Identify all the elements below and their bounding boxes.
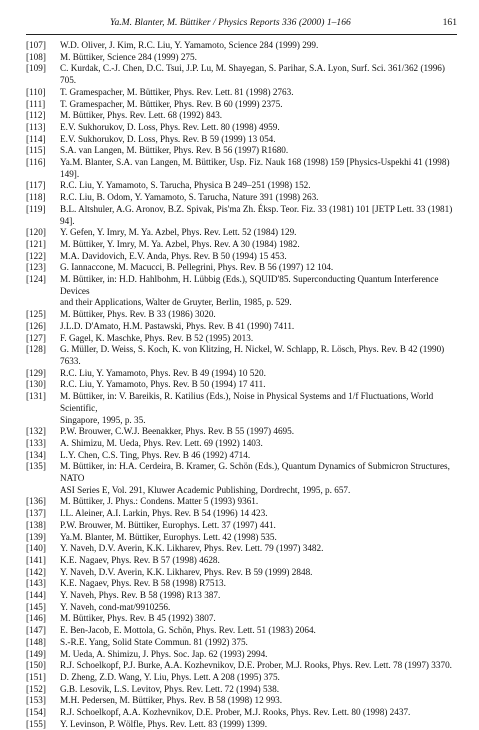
reference-item	[26, 321, 457, 333]
reference-item	[26, 52, 457, 64]
reference-text: M. Büttiker, in: H.D. Hahlbohm, H. Lübbig (Eds.), SQUID'85. Superconducting Quantum Interference Devices and their Applications, Walter de Gruyter, Berlin, 1985, p. 529.	[60, 274, 439, 308]
reference-text: R.C. Liu, B. Odom, Y. Yamamoto, S. Tarucha, Nature 391 (1998) 263.	[60, 192, 319, 203]
reference-item	[26, 461, 457, 496]
reference-text: M. Büttiker, Phys. Rev. Lett. 68 (1992) 843.	[60, 110, 223, 121]
reference-text: G.B. Lesovik, L.S. Levitov, Phys. Rev. Lett. 72 (1994) 538.	[60, 683, 280, 694]
reference-text: Ya.M. Blanter, S.A. van Langen, M. Büttiker, Usp. Fiz. Nauk 168 (1998) 159 [Physics-Uspekhi 41 (1998) 149].	[60, 157, 450, 179]
reference-number: [148]	[26, 636, 46, 647]
reference-number: [117]	[26, 180, 46, 191]
reference-text: B.L. Altshuler, A.G. Aronov, B.Z. Spivak, Pis'ma Zh. Éksp. Teor. Fiz. 33 (1981) 101 [JETP Lett. 33 (1981) 94].	[60, 203, 453, 226]
reference-text: E.V. Sukhorukov, D. Loss, Phys. Rev. B 59 (1999) 13 054.	[60, 133, 276, 144]
reference-number: [110]	[26, 86, 46, 97]
reference-item	[26, 344, 457, 367]
reference-number: [124]	[26, 274, 46, 285]
header-rule	[26, 34, 457, 35]
reference-number: [144]	[26, 590, 46, 601]
reference-text: M. Büttiker, J. Phys.: Condens. Matter 5 (1993) 9361.	[60, 496, 259, 507]
reference-item	[26, 672, 457, 684]
reference-number: [125]	[26, 309, 46, 320]
reference-text: M. Büttiker, Phys. Rev. B 45 (1992) 3807.	[60, 613, 216, 624]
reference-item	[26, 438, 457, 450]
reference-item	[26, 99, 457, 111]
reference-text: K.E. Nagaev, Phys. Rev. B 57 (1998) 4628.	[60, 554, 220, 565]
reference-number: [147]	[26, 625, 46, 636]
reference-item	[26, 63, 457, 86]
reference-item	[26, 145, 457, 157]
reference-text: I.L. Aleiner, A.I. Larkin, Phys. Rev. B 54 (1996) 14 423.	[60, 508, 268, 519]
reference-item	[26, 637, 457, 649]
reference-number: [123]	[26, 262, 46, 273]
reference-number: [107]	[26, 40, 46, 50]
reference-text: Y. Levinson, P. Wölfle, Phys. Rev. Lett. 83 (1999) 1399.	[60, 718, 268, 729]
reference-item	[26, 262, 457, 274]
reference-number: [155]	[26, 718, 46, 729]
reference-item	[26, 368, 457, 380]
reference-list	[26, 40, 457, 730]
reference-item	[26, 520, 457, 532]
reference-number: [146]	[26, 613, 46, 624]
page-number: 161	[442, 17, 457, 28]
reference-item	[26, 274, 457, 309]
reference-number: [151]	[26, 671, 46, 682]
reference-item	[26, 649, 457, 661]
reference-text: T. Gramespacher, M. Büttiker, Phys. Rev. Lett. 81 (1998) 2763.	[60, 86, 294, 97]
reference-text: K.E. Nagaev, Phys. Rev. B 58 (1998) R7513.	[60, 578, 226, 589]
reference-item	[26, 122, 457, 134]
reference-text: M.H. Pedersen, M. Büttiker, Phys. Rev. B 58 (1998) 12 993.	[60, 695, 283, 706]
reference-number: [136]	[26, 496, 46, 507]
reference-text: Y. Naveh, D.V. Averin, K.K. Likharev, Phys. Rev. Lett. 79 (1997) 3482.	[60, 543, 324, 554]
reference-text: E.V. Sukhorukov, D. Loss, Phys. Rev. Lett. 80 (1998) 4959.	[60, 121, 280, 132]
reference-number: [119]	[26, 203, 46, 214]
reference-text: R.J. Schoelkopf, P.J. Burke, A.A. Kozhevnikov, D.E. Prober, M.J. Rooks, Phys. Rev. Lett. 78 (1997) 3370.	[60, 660, 452, 671]
reference-number: [121]	[26, 238, 46, 249]
reference-item	[26, 134, 457, 146]
reference-number: [108]	[26, 51, 46, 62]
reference-text: R.C. Liu, Y. Yamamoto, S. Tarucha, Physica B 249–251 (1998) 152.	[60, 180, 311, 191]
reference-number: [122]	[26, 250, 46, 261]
reference-text: J.L.D. D'Amato, H.M. Pastawski, Phys. Rev. B 41 (1990) 7411.	[60, 320, 295, 331]
reference-number: [109]	[26, 63, 46, 74]
reference-text: M. Ueda, A. Shimizu, J. Phys. Soc. Jap. 62 (1993) 2994.	[60, 648, 268, 659]
reference-text: A. Shimizu, M. Ueda, Phys. Rev. Lett. 69 (1992) 1403.	[60, 437, 263, 448]
reference-number: [153]	[26, 695, 46, 706]
reference-number: [152]	[26, 683, 46, 694]
reference-text: C. Kurdak, C.-J. Chen, D.C. Tsui, J.P. Lu, M. Shayegan, S. Parihar, S.A. Lyon, Surf. Sci. 361/362 (1996) 705.	[60, 63, 445, 86]
reference-text: S.-R.E. Yang, Solid State Commun. 81 (1992) 375.	[60, 636, 248, 647]
reference-item	[26, 450, 457, 462]
reference-number: [115]	[26, 145, 46, 156]
reference-item	[26, 578, 457, 590]
reference-text: M. Büttiker, in: H.A. Cerdeira, B. Kramer, G. Schön (Eds.), Quantum Dynamics of Submicron Structures, NATO ASI Series E, Vol. 291, Kluwer Academic Publishing, Dordrecht, 1995, p. 657.	[60, 461, 450, 495]
reference-number: [126]	[26, 320, 46, 331]
reference-item	[26, 180, 457, 192]
reference-number: [132]	[26, 426, 46, 437]
reference-number: [140]	[26, 543, 46, 554]
reference-item	[26, 613, 457, 625]
reference-number: [137]	[26, 508, 46, 519]
reference-item	[26, 532, 457, 544]
reference-text: M. Büttiker, Science 284 (1999) 275.	[60, 51, 197, 62]
reference-text: S.A. van Langen, M. Büttiker, Phys. Rev. B 56 (1997) R1680.	[60, 145, 289, 156]
reference-number: [133]	[26, 437, 46, 448]
reference-item	[26, 719, 457, 730]
reference-item	[26, 684, 457, 696]
reference-number: [139]	[26, 531, 46, 542]
reference-text: M. Büttiker, Y. Imry, M. Ya. Azbel, Phys. Rev. A 30 (1984) 1982.	[60, 238, 300, 249]
reference-item	[26, 192, 457, 204]
reference-number: [135]	[26, 461, 46, 472]
reference-item	[26, 625, 457, 637]
reference-number: [127]	[26, 332, 46, 343]
reference-text: Ya.M. Blanter, M. Büttiker, Europhys. Lett. 42 (1998) 535.	[60, 531, 277, 542]
reference-text: F. Gagel, K. Maschke, Phys. Rev. B 52 (1995) 2013.	[60, 332, 254, 343]
reference-text: E. Ben-Jacob, E. Mottola, G. Schön, Phys. Rev. Lett. 51 (1983) 2064.	[60, 625, 316, 636]
reference-item	[26, 239, 457, 251]
reference-item	[26, 660, 457, 672]
reference-item	[26, 543, 457, 555]
reference-number: [130]	[26, 379, 46, 390]
reference-text: L.Y. Chen, C.S. Ting, Phys. Rev. B 46 (1992) 4714.	[60, 449, 251, 460]
reference-text: M. Büttiker, in: V. Bareikis, R. Katilius (Eds.), Noise in Physical Systems and 1/f Fluctuations, World Scientific, Singapore, 1995, p. 35.	[60, 391, 434, 425]
reference-text: Y. Gefen, Y. Imry, M. Ya. Azbel, Phys. Rev. Lett. 52 (1984) 129.	[60, 227, 297, 238]
reference-number: [154]	[26, 707, 46, 718]
reference-text: R.C. Liu, Y. Yamamoto, Phys. Rev. B 49 (1994) 10 520.	[60, 367, 266, 378]
reference-text: M.A. Davidovich, E.V. Anda, Phys. Rev. B 50 (1994) 15 453.	[60, 250, 287, 261]
reference-number: [138]	[26, 519, 46, 530]
reference-item	[26, 87, 457, 99]
reference-item	[26, 555, 457, 567]
reference-item	[26, 227, 457, 239]
reference-text: M. Büttiker, Phys. Rev. B 33 (1986) 3020.	[60, 309, 216, 320]
reference-item	[26, 590, 457, 602]
reference-text: P.W. Brouwer, C.W.J. Beenakker, Phys. Rev. B 55 (1997) 4695.	[60, 426, 295, 437]
reference-item	[26, 496, 457, 508]
reference-text: R.J. Schoelkopf, A.A. Kozhevnikov, D.E. Prober, M.J. Rooks, Phys. Rev. Lett. 80 (1998) 2437.	[60, 707, 411, 718]
reference-item	[26, 602, 457, 614]
reference-number: [128]	[26, 344, 46, 355]
running-head	[26, 17, 457, 29]
reference-number: [111]	[26, 98, 46, 109]
reference-item	[26, 508, 457, 520]
reference-number: [114]	[26, 133, 46, 144]
reference-number: [120]	[26, 227, 46, 238]
reference-item	[26, 40, 457, 52]
reference-text: R.C. Liu, Y. Yamamoto, Phys. Rev. B 50 (1994) 17 411.	[60, 379, 266, 390]
reference-number: [149]	[26, 648, 46, 659]
reference-item	[26, 707, 457, 719]
reference-item	[26, 379, 457, 391]
reference-number: [134]	[26, 449, 46, 460]
reference-item	[26, 157, 457, 180]
reference-item	[26, 426, 457, 438]
reference-item	[26, 204, 457, 227]
reference-item	[26, 251, 457, 263]
reference-item	[26, 309, 457, 321]
reference-number: [150]	[26, 660, 46, 671]
reference-text: Y. Naveh, D.V. Averin, K.K. Likharev, Phys. Rev. B 59 (1999) 2848.	[60, 566, 313, 577]
reference-number: [142]	[26, 566, 46, 577]
reference-number: [116]	[26, 157, 46, 168]
reference-number: [131]	[26, 391, 46, 402]
reference-item	[26, 391, 457, 426]
reference-item	[26, 110, 457, 122]
reference-text: W.D. Oliver, J. Kim, R.C. Liu, Y. Yamamoto, Science 284 (1999) 299.	[60, 40, 319, 50]
reference-number: [113]	[26, 121, 46, 132]
reference-text: Y. Naveh, cond-mat/9910256.	[60, 601, 171, 612]
reference-text: T. Gramespacher, M. Büttiker, Phys. Rev. B 60 (1999) 2375.	[60, 98, 283, 109]
reference-text: Y. Naveh, Phys. Rev. B 58 (1998) R13 387.	[60, 590, 221, 601]
reference-number: [118]	[26, 192, 46, 203]
reference-item	[26, 567, 457, 579]
reference-number: [143]	[26, 578, 46, 589]
reference-number: [112]	[26, 110, 46, 121]
reference-text: D. Zheng, Z.D. Wang, Y. Liu, Phys. Lett. A 208 (1995) 375.	[60, 671, 280, 682]
reference-number: [141]	[26, 554, 46, 565]
reference-number: [145]	[26, 601, 46, 612]
reference-item	[26, 695, 457, 707]
running-title: Ya.M. Blanter, M. Büttiker / Physics Reports 336 (2000) 1–166	[110, 17, 351, 28]
reference-item	[26, 333, 457, 345]
reference-text: G. Iannaccone, M. Macucci, B. Pellegrini, Phys. Rev. B 56 (1997) 12 104.	[60, 262, 334, 273]
reference-text: P.W. Brouwer, M. Büttiker, Europhys. Lett. 37 (1997) 441.	[60, 519, 276, 530]
reference-number: [129]	[26, 367, 46, 378]
reference-text: G. Müller, D. Weiss, S. Koch, K. von Klitzing, H. Nickel, W. Schlapp, R. Lösch, Phys. Rev. B 42 (1990) 7633.	[60, 344, 445, 366]
